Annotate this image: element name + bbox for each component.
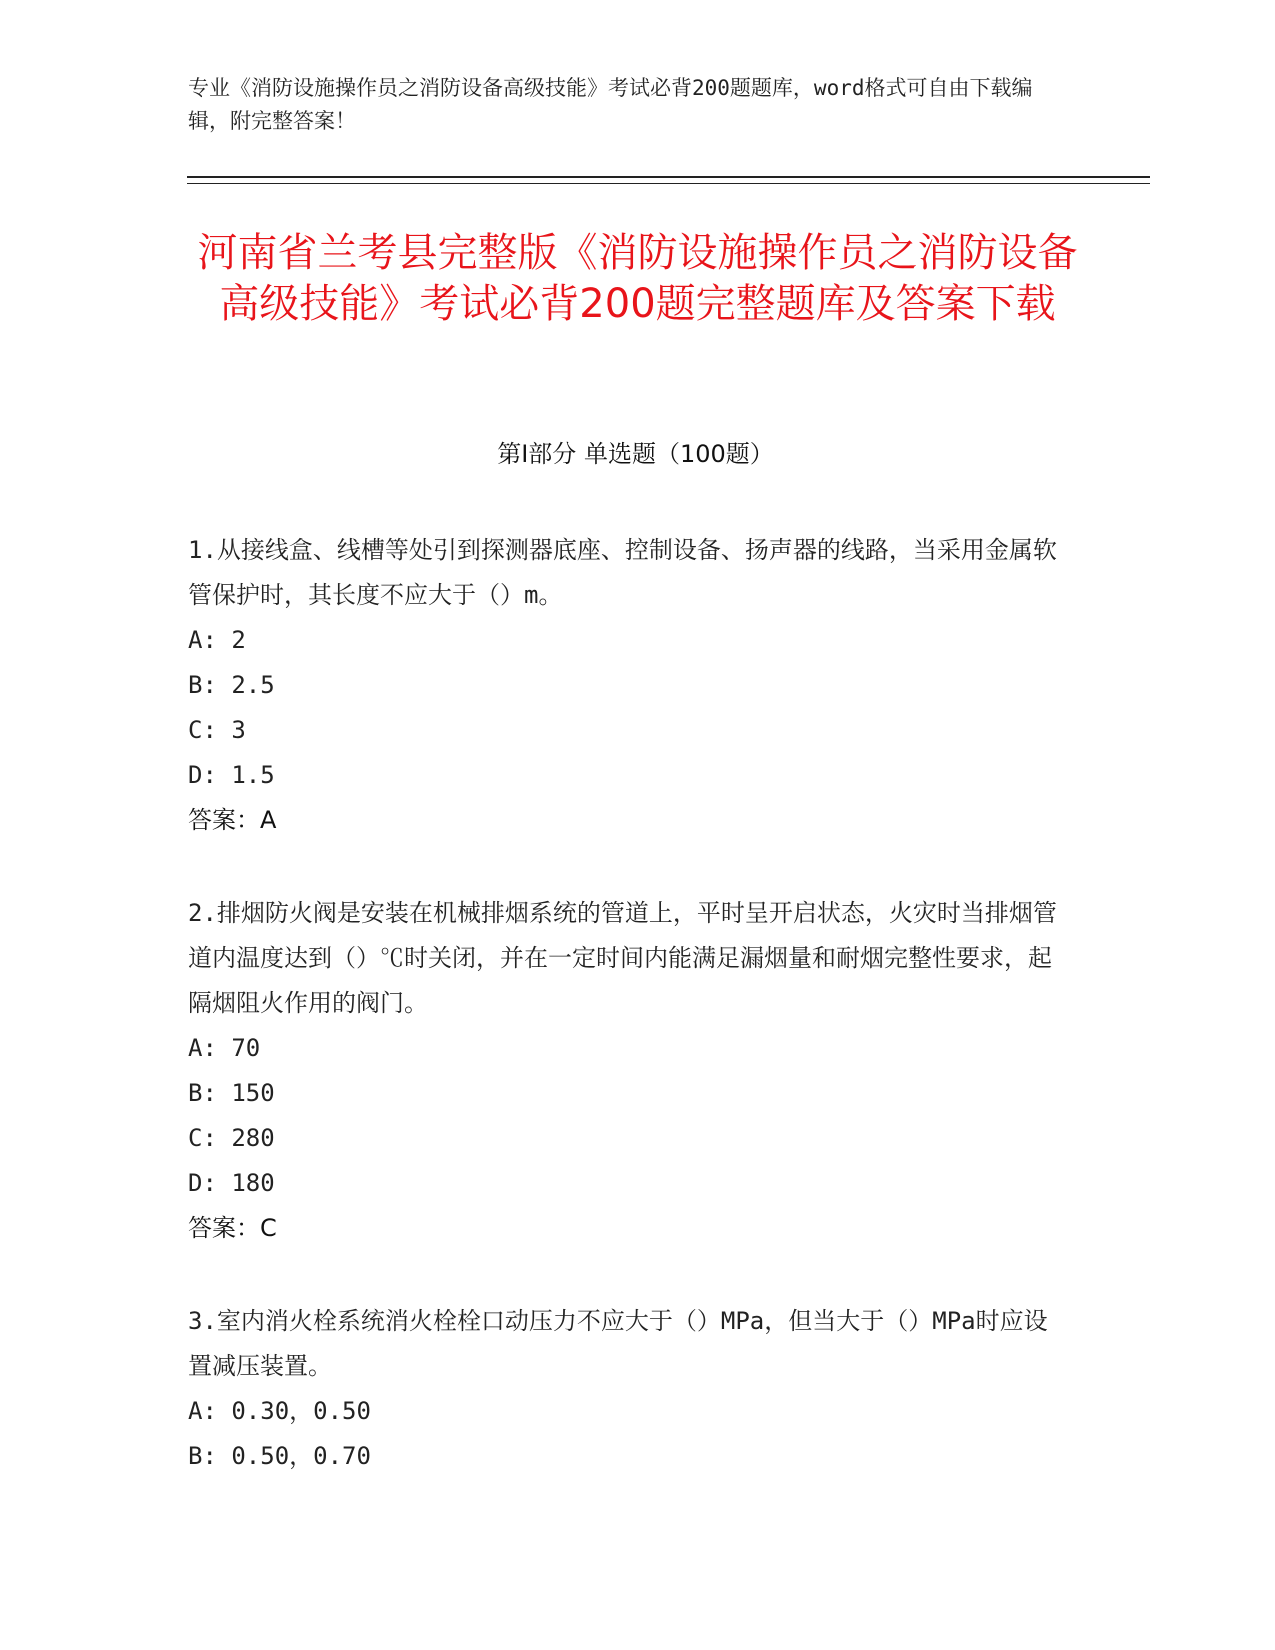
option-a: A: 70 xyxy=(188,1034,261,1062)
document-title: 河南省兰考县完整版《消防设施操作员之消防设备高级技能》考试必背200题完整题库及答案下载 xyxy=(197,230,1078,327)
option-a: A: 2 xyxy=(188,626,246,654)
option-c: C: 3 xyxy=(188,716,246,744)
option-a: A: 0.30，0.50 xyxy=(188,1397,371,1425)
question-1 xyxy=(188,528,1068,843)
answer: 答案：A xyxy=(188,806,277,834)
question-3 xyxy=(188,1299,1068,1479)
option-d: D: 1.5 xyxy=(188,761,275,789)
question-list xyxy=(188,528,1068,1527)
header-divider-thick xyxy=(187,176,1150,178)
answer: 答案：C xyxy=(188,1214,277,1242)
header-divider-thin xyxy=(187,183,1150,184)
option-b: B: 150 xyxy=(188,1079,275,1107)
option-c: C: 280 xyxy=(188,1124,275,1152)
header-note: 专业《消防设施操作员之消防设备高级技能》考试必背200题题库，word格式可自由下载编辑，附完整答案！ xyxy=(188,76,1033,133)
question-2 xyxy=(188,891,1068,1251)
question-text: 1.从接线盒、线槽等处引到探测器底座、控制设备、扬声器的线路，当采用金属软管保护时，其长度不应大于（）m。 xyxy=(188,536,1057,609)
section-heading: 第Ⅰ部分 单选题（100题） xyxy=(497,440,774,468)
question-text: 3.室内消火栓系统消火栓栓口动压力不应大于（）MPa，但当大于（）MPa时应设置减压装置。 xyxy=(188,1307,1048,1380)
question-text: 2.排烟防火阀是安装在机械排烟系统的管道上，平时呈开启状态，火灾时当排烟管道内温度达到（）℃时关闭，并在一定时间内能满足漏烟量和耐烟完整性要求，起隔烟阻火作用的阀门。 xyxy=(188,899,1057,1017)
option-b: B: 0.50，0.70 xyxy=(188,1442,371,1470)
option-b: B: 2.5 xyxy=(188,671,275,699)
option-d: D: 180 xyxy=(188,1169,275,1197)
